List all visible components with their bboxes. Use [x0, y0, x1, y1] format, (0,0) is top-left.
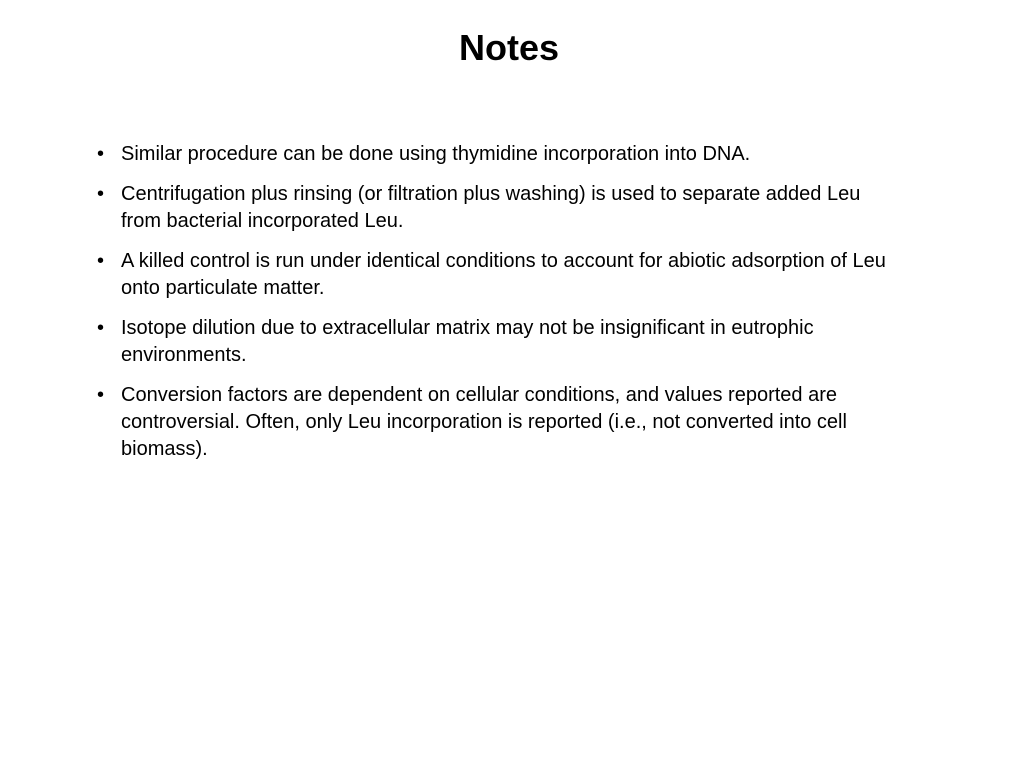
bullet-item	[93, 248, 893, 302]
bullet-icon: •	[97, 317, 105, 339]
bullet-item	[93, 141, 893, 168]
bullet-item	[93, 382, 893, 463]
bullet-text: Conversion factors are dependent on cellular conditions, and values reported are controversial. Often, only Leu incorporation is reported (i.e., not converted into cell biomass).	[121, 384, 847, 460]
bullet-item	[93, 181, 893, 235]
bullet-text: Centrifugation plus rinsing (or filtration plus washing) is used to separate added Leu from bacterial incorporated Leu.	[121, 183, 861, 232]
bullet-icon: •	[97, 183, 105, 205]
bullet-item	[93, 315, 893, 369]
bullet-text: A killed control is run under identical conditions to account for abiotic adsorption of Leu onto particulate matter.	[121, 250, 886, 299]
bullet-list	[93, 141, 893, 476]
bullet-icon: •	[97, 143, 105, 165]
bullet-icon: •	[97, 250, 105, 272]
slide-title: Notes	[458, 27, 560, 68]
bullet-text: Isotope dilution due to extracellular matrix may not be insignificant in eutrophic environments.	[121, 317, 814, 366]
bullet-icon: •	[97, 384, 105, 406]
bullet-text: Similar procedure can be done using thymidine incorporation into DNA.	[121, 143, 751, 165]
